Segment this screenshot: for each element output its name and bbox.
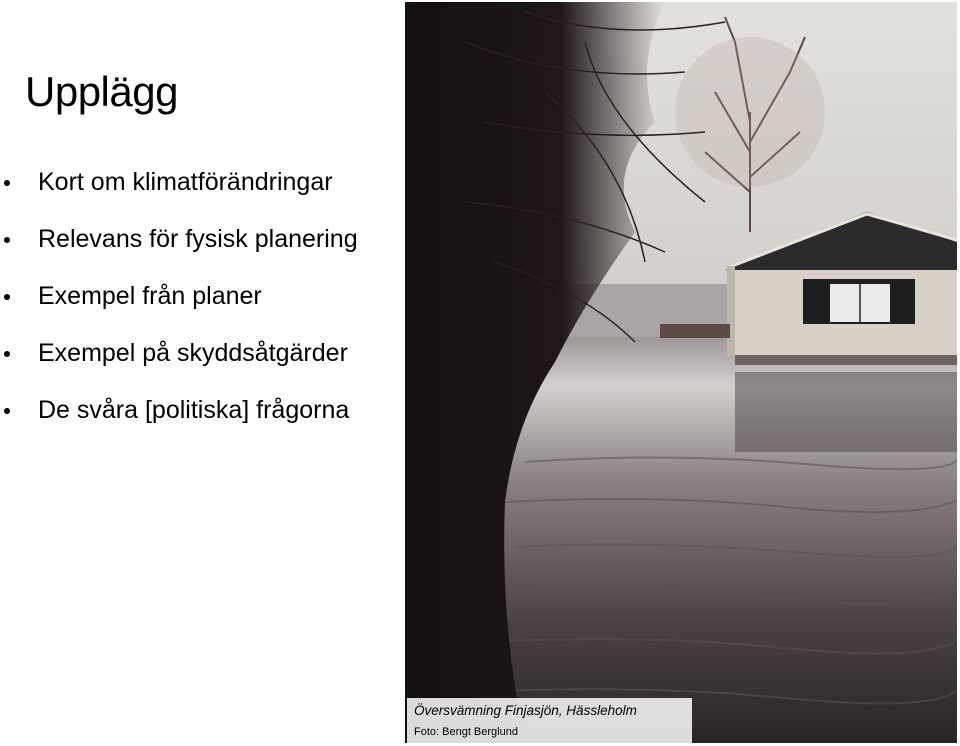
slide-title: Upplägg [25,68,178,115]
bullet-text: Exempel på skyddsåtgärder [38,339,348,367]
bullet-text: De svåra [politiska] frågorna [38,396,350,424]
bullet-icon [4,180,10,186]
dock [660,324,730,338]
flood-photo [405,2,957,743]
bullet-icon [4,408,10,414]
bullet-text: Relevans för fysisk planering [38,225,358,253]
house-reflection [735,372,957,452]
flood-photo-illustration [405,2,957,743]
bullet-text: Kort om klimatförändringar [38,168,333,196]
bullet-icon [4,294,10,300]
bullet-icon [4,237,10,243]
birch-canopy [675,37,825,187]
photo-caption: Översvämning Finjasjön, Hässleholm [414,703,637,718]
photo-caption-box [407,698,692,743]
photo-credit: Foto: Bengt Berglund [414,726,518,738]
bullet-icon [4,351,10,357]
bullet-text: Exempel från planer [38,282,262,310]
